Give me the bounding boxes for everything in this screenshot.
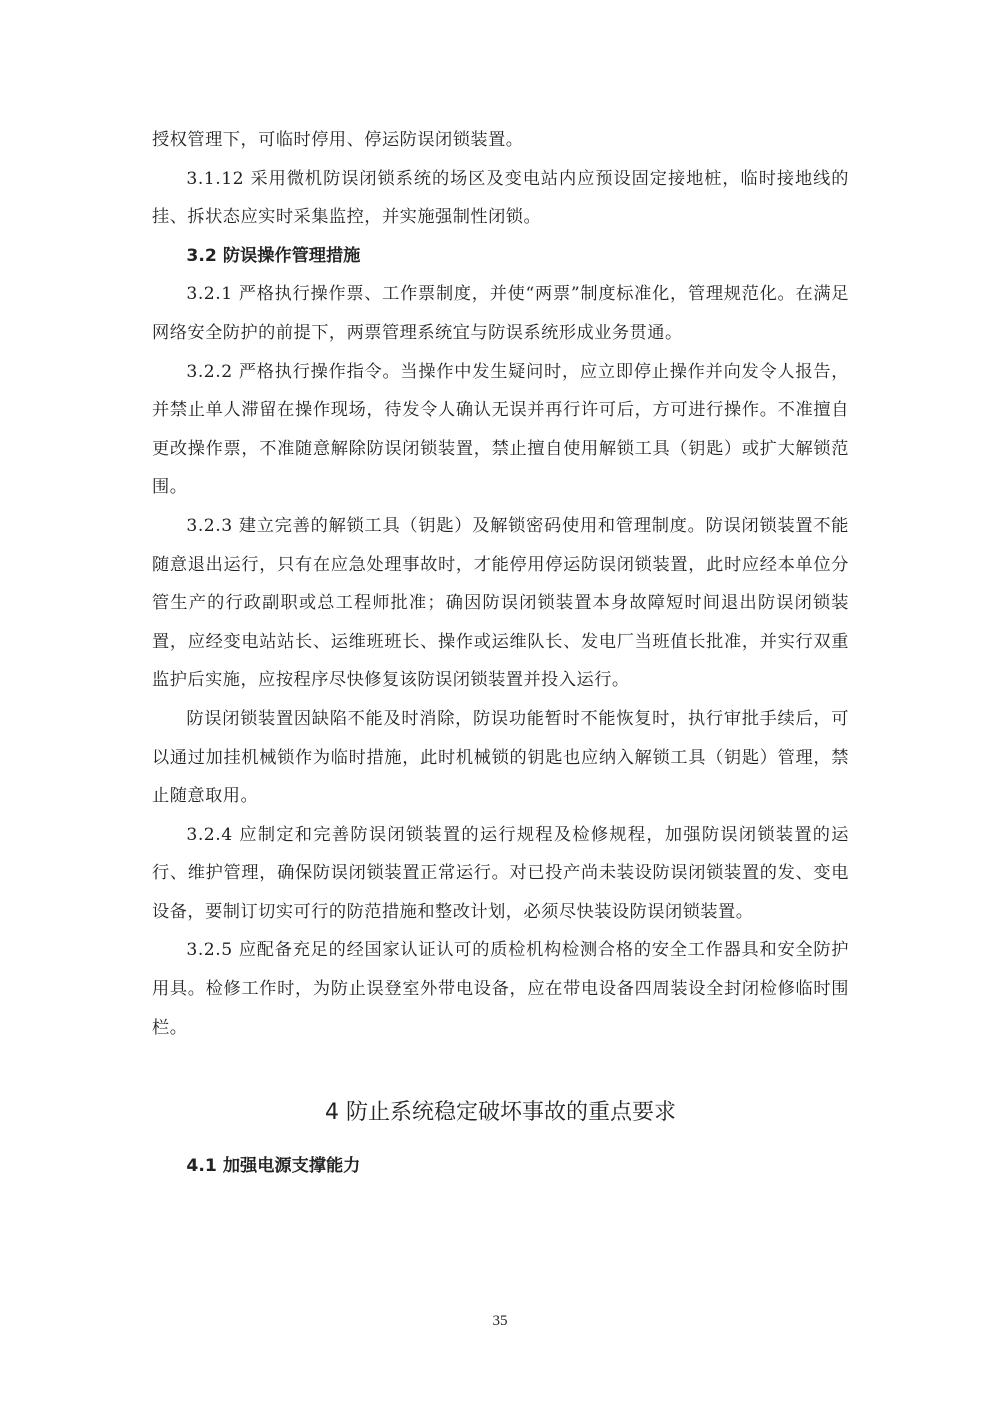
paragraph-3-2-3: 3.2.3 建立完善的解锁工具（钥匙）及解锁密码使用和管理制度。防误闭锁装置不能随意退出运行，只有在应急处理事故时，才能停用停运防误闭锁装置，此时应经本单位分管生产的行政副职或总工程师批准；确因防误闭锁装置本身故障短时间退出防误闭锁装置，应经变电站站长、运维班班长、操作或运维队长、发电厂当班值长批准，并实行双重监护后实施，应按程序尽快修复该防误闭锁装置并投入运行。 xyxy=(152,515,849,691)
paragraph-3-2-5: 3.2.5 应配备充足的经国家认证认可的质检机构检测合格的安全工作器具和安全防护用具。检修工作时，为防止误登室外带电设备，应在带电设备四周装设全封闭检修临时围栏。 xyxy=(152,940,849,1038)
paragraph-3-1-12: 3.1.12 采用微机防误闭锁系统的场区及变电站内应预设固定接地桩，临时接地线的挂、拆状态应实时采集监控，并实施强制性闭锁。 xyxy=(152,168,849,228)
page-number: 35 xyxy=(492,1313,508,1329)
paragraph-3-2-4: 3.2.4 应制定和完善防误闭锁装置的运行规程及检修规程，加强防误闭锁装置的运行、维护管理，确保防误闭锁装置正常运行。对已投产尚未装设防误闭锁装置的发、变电设备，要制订切实可行的防范措施和整改计划，必须尽快装设防误闭锁装置。 xyxy=(152,824,849,922)
paragraph-3-2-2: 3.2.2 严格执行操作指令。当操作中发生疑问时，应立即停止操作并向发令人报告，并禁止单人滞留在操作现场，待发令人确认无误并再行许可后，方可进行操作。不准擅自更改操作票，不准随意解除防误闭锁装置，禁止擅自使用解锁工具（钥匙）或扩大解锁范围。 xyxy=(152,361,849,498)
paragraph-3-2-1: 3.2.1 严格执行操作票、工作票制度，并使“两票”制度标准化，管理规范化。在满足网络安全防护的前提下，两票管理系统宜与防误系统形成业务贯通。 xyxy=(152,284,849,343)
page-body xyxy=(152,121,849,1186)
paragraph-continuation: 授权管理下，可临时停用、停运防误闭锁装置。 xyxy=(152,130,524,150)
section-heading-4-1: 4.1 加强电源支撑能力 xyxy=(186,1156,361,1177)
paragraph-3-2-3-note: 防误闭锁装置因缺陷不能及时消除，防误功能暂时不能恢复时，执行审批手续后，可以通过加挂机械锁作为临时措施，此时机械锁的钥匙也应纳入解锁工具（钥匙）管理，禁止随意取用。 xyxy=(152,708,849,807)
section-heading-3-2: 3.2 防误操作管理措施 xyxy=(186,245,361,266)
chapter-title-4: 4 防止系统稳定破坏事故的重点要求 xyxy=(325,1100,676,1126)
